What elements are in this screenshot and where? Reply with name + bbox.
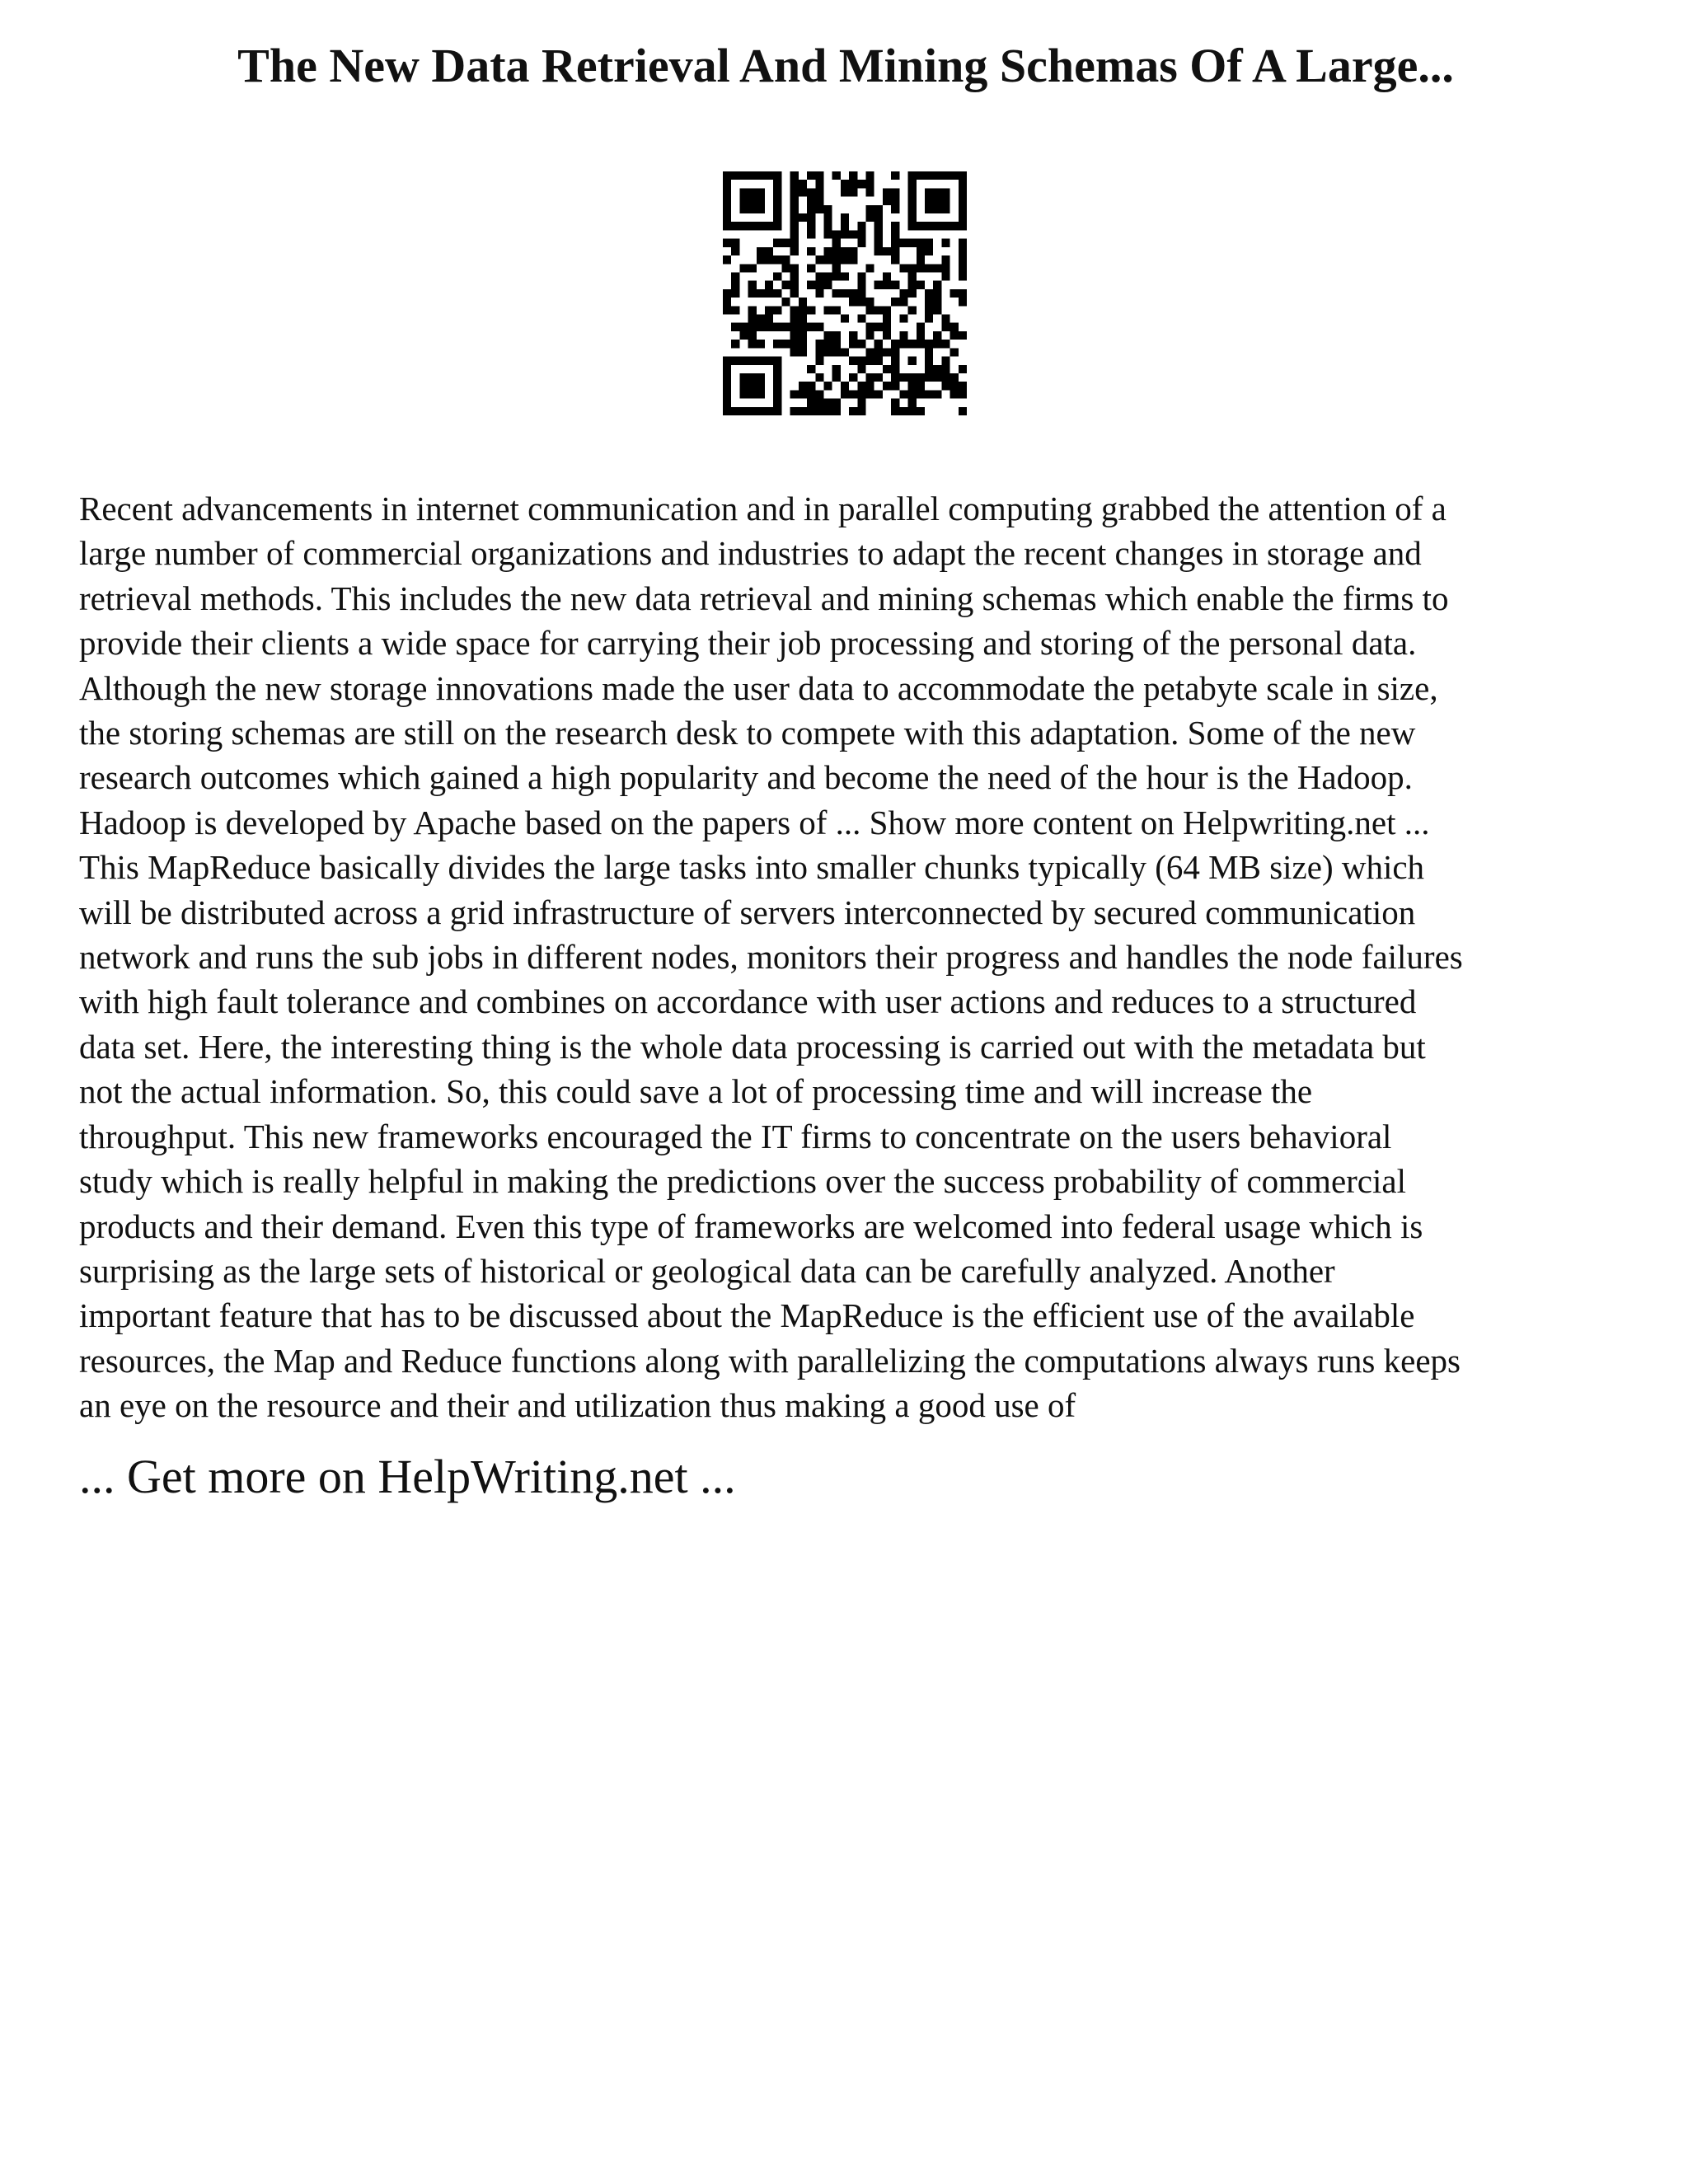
body-text-line: retrieval methods. This includes the new data retrieval and mining schemas which enable the firms to <box>79 579 1449 617</box>
body-text-line: Recent advancements in internet communication and in parallel computing grabbed the attention of a <box>79 490 1447 527</box>
body-text-line: Hadoop is developed by Apache based on the papers of ... Show more content on Helpwriting.net ... <box>79 803 1430 841</box>
body-text-line: study which is really helpful in making the predictions over the success probability of commercial <box>79 1162 1406 1201</box>
body-text-line: Although the new storage innovations made the user data to accommodate the petabyte scale in size, <box>79 668 1438 707</box>
body-text <box>79 486 1629 1428</box>
body-text-line: the storing schemas are still on the research desk to compete with this adaptation. Some of the new <box>79 714 1416 752</box>
body-text-line: data set. Here, the interesting thing is the whole data processing is carried out with the metadata but <box>79 1027 1426 1066</box>
body-text-line: products and their demand. Even this type of frameworks are welcomed into federal usage which is <box>79 1207 1423 1245</box>
body-text-line: This MapReduce basically divides the large tasks into smaller chunks typically (64 MB size) which <box>79 848 1425 887</box>
body-text-line: research outcomes which gained a high popularity and become the need of the hour is the Hadoop. <box>79 758 1413 797</box>
qr-code-icon <box>723 171 967 415</box>
body-text-line: will be distributed across a grid infrastructure of servers interconnected by secured communication <box>79 893 1416 931</box>
body-text-line: throughput. This new frameworks encouraged the IT firms to concentrate on the users behavioral <box>79 1117 1392 1155</box>
document-title: The New Data Retrieval And Mining Schemas Of A Large... <box>237 39 1454 92</box>
body-text-line: provide their clients a wide space for carrying their job processing and storing of the personal data. <box>79 624 1417 663</box>
body-text-line: an eye on the resource and their and utilization thus making a good use of <box>79 1386 1076 1425</box>
body-text-line: not the actual information. So, this could save a lot of processing time and will increase the <box>79 1072 1313 1111</box>
body-text-line: resources, the Map and Reduce functions along with parallelizing the computations always runs keeps <box>79 1341 1461 1380</box>
body-text-line: important feature that has to be discussed about the MapReduce is the efficient use of the available <box>79 1296 1415 1335</box>
body-text-line: with high fault tolerance and combines on accordance with user actions and reduces to a structured <box>79 982 1417 1021</box>
body-text-line: network and runs the sub jobs in different nodes, monitors their progress and handles the node failures <box>79 938 1463 977</box>
get-more-link[interactable]: ... Get more on HelpWriting.net ... <box>79 1450 736 1503</box>
body-text-line: surprising as the large sets of historical or geological data can be carefully analyzed. Another <box>79 1251 1335 1290</box>
body-text-line: large number of commercial organizations and industries to adapt the recent changes in storage and <box>79 534 1422 573</box>
